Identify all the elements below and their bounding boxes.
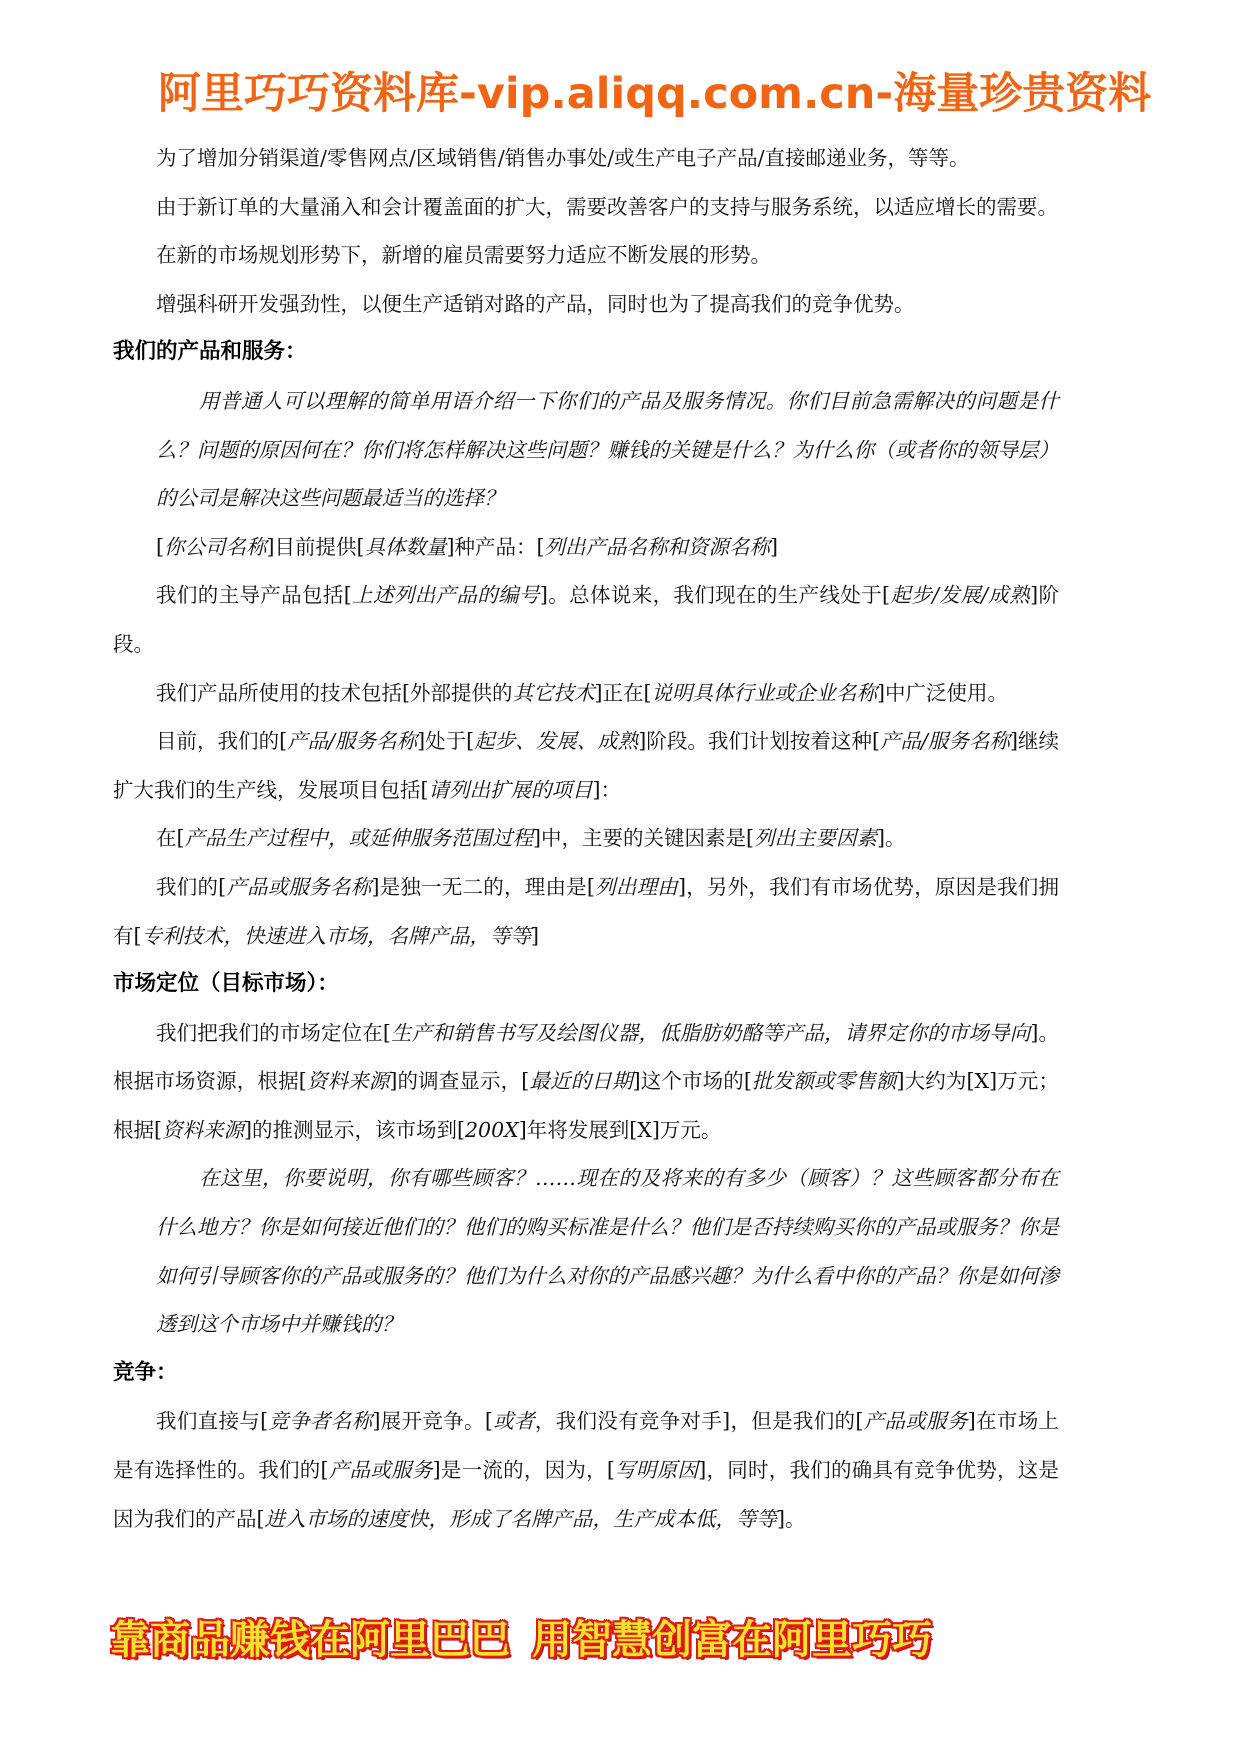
footer-banner-right: 用智慧创富在阿里巧巧 bbox=[532, 1617, 932, 1663]
footer-banner-left: 靠商品赚钱在阿里巴巴 bbox=[110, 1617, 510, 1663]
placeholder-product-list: 列出产品名称和资源名称 bbox=[544, 534, 770, 559]
placeholder-advantages: 专利技术，快速进入市场，名牌产品，等等 bbox=[141, 923, 531, 948]
placeholder-reason: 写明原因 bbox=[614, 1458, 699, 1483]
products-sentence-2: 我们的主导产品包括[上述列出产品的编号]。总体说来，我们现在的生产线处于[起步/发展/成熟]阶段。 bbox=[113, 583, 1059, 656]
placeholder-data-source-2: 资料来源 bbox=[162, 1117, 244, 1142]
placeholder-year: 200X bbox=[465, 1117, 519, 1142]
placeholder-process: 产品生产过程中，或延伸服务范围过程 bbox=[184, 826, 533, 851]
placeholder-market-orientation: 生产和销售书写及绘图仪器，低脂肪奶酪等产品，请界定你的市场导向 bbox=[390, 1020, 1031, 1045]
placeholder-competitor: 竞争者名称 bbox=[268, 1409, 373, 1434]
intro-paragraph-2: 由于新订单的大量涌入和会计覆盖面的扩大，需要改善客户的支持与服务系统，以适应增长的需要。 bbox=[156, 194, 1058, 219]
placeholder-stage: 起步/发展/成熟 bbox=[890, 583, 1031, 608]
placeholder-product-service-name-2: 产品/服务名称 bbox=[879, 729, 1010, 754]
placeholder-stage-2: 起步、发展、成熟 bbox=[474, 729, 639, 754]
placeholder-key-factors: 列出主要因素 bbox=[754, 826, 877, 851]
section-heading-products: 我们的产品和服务： bbox=[113, 339, 307, 365]
placeholder-reasons: 列出理由 bbox=[594, 874, 679, 899]
placeholder-other-tech: 其它技术 bbox=[512, 680, 595, 705]
placeholder-product-or-service: 产品或服务名称 bbox=[226, 874, 372, 899]
placeholder-industry: 说明具体行业或企业名称 bbox=[651, 680, 877, 705]
products-sentence-3: 我们产品所使用的技术包括[外部提供的其它技术]正在[说明具体行业或企业名称]中广泛使用。 bbox=[156, 680, 1008, 705]
intro-paragraph-4: 增强科研开发强劲性，以便生产适销对路的产品，同时也为了提高我们的竞争优势。 bbox=[156, 291, 915, 316]
placeholder-competitive-edge: 进入市场的速度快，形成了名牌产品，生产成本低，等等 bbox=[264, 1506, 777, 1531]
placeholder-product-or-service-a: 产品或服务 bbox=[863, 1409, 968, 1434]
market-sentence-1: 我们把我们的市场定位在[生产和销售书写及绘图仪器，低脂肪奶酪等产品，请界定你的市场导向]。根据市场资源，根据[资料来源]的调查显示，[最近的日期]这个市场的[批发额或零售额]大约为[X]万元；根据[资料来源]的推测显示，该市场到[200X]年将发展到[X]万元。 bbox=[113, 1020, 1060, 1142]
placeholder-product-or-service-b: 产品或服务 bbox=[328, 1458, 433, 1483]
intro-paragraph-3: 在新的市场规划形势下，新增的雇员需要努力适应不断发展的形势。 bbox=[156, 243, 771, 268]
placeholder-expansion-items: 请列出扩展的项目 bbox=[428, 777, 593, 802]
section-heading-market: 市场定位（目标市场）： bbox=[113, 971, 339, 997]
placeholder-product-service-name: 产品/服务名称 bbox=[287, 729, 418, 754]
products-sentence-5: 在[产品生产过程中，或延伸服务范围过程]中，主要的关键因素是[列出主要因素]。 bbox=[156, 826, 906, 851]
placeholder-sales-type: 批发额或零售额 bbox=[751, 1069, 897, 1094]
section-heading-competition: 竞争： bbox=[113, 1359, 178, 1385]
placeholder-data-source: 资料来源 bbox=[306, 1069, 390, 1094]
products-guidance-text: 用普通人可以理解的简单用语介绍一下你们的产品及服务情况。你们目前急需解决的问题是什么？问题的原因何在？你们将怎样解决这些问题？赚钱的关键是什么？为什么你（或者你的领导层）的公司是解决这些问题最适当的选择？ bbox=[156, 388, 1059, 511]
competition-sentence-1: 我们直接与[竞争者名称]展开竞争。[或者，我们没有竞争对手]，但是我们的[产品或服务]在市场上是有选择性的。我们的[产品或服务]是一流的，因为，[写明原因]，同时，我们的确具有竞争优势，这是因为我们的产品[进入市场的速度快，形成了名牌产品，生产成本低，等等]。 bbox=[113, 1409, 1060, 1531]
footer-banner bbox=[110, 1612, 932, 1668]
placeholder-company-name: 你公司名称 bbox=[164, 534, 267, 559]
header-banner: 阿里巧巧资料库-vip.aliqq.com.cn-海量珍贵资料 bbox=[158, 69, 1152, 119]
placeholder-product-numbers: 上述列出产品的编号 bbox=[351, 583, 540, 608]
document-body bbox=[113, 134, 1059, 1543]
placeholder-quantity: 具体数量 bbox=[364, 534, 447, 559]
placeholder-or: 或者 bbox=[492, 1409, 535, 1434]
products-sentence-1: [你公司名称]目前提供[具体数量]种产品：[列出产品名称和资源名称] bbox=[156, 534, 778, 559]
market-guidance-text: 在这里，你要说明，你有哪些顾客？……现在的及将来的有多少（顾客）？这些顾客都分布在什么地方？你是如何接近他们的？他们的购买标准是什么？他们是否持续购买你的产品或服务？你是如何引导顾客你的产品或服务的？他们为什么对你的产品感兴趣？为什么看中你的产品？你是如何渗透到这个市场中并赚钱的？ bbox=[156, 1166, 1059, 1337]
placeholder-recent-date: 最近的日期 bbox=[529, 1069, 633, 1094]
products-sentence-6: 我们的[产品或服务名称]是独一无二的，理由是[列出理由]，另外，我们有市场优势，原因是我们拥有[专利技术，快速进入市场，名牌产品，等等] bbox=[113, 874, 1060, 948]
intro-paragraph-1: 为了增加分销渠道/零售网点/区域销售/销售办事处/或生产电子产品/直接邮递业务，等等。 bbox=[156, 146, 970, 170]
products-sentence-4: 目前，我们的[产品/服务名称]处于[起步、发展、成熟]阶段。我们计划按着这种[产品/服务名称]继续扩大我们的生产线，发展项目包括[请列出扩展的项目]： bbox=[113, 729, 1060, 802]
